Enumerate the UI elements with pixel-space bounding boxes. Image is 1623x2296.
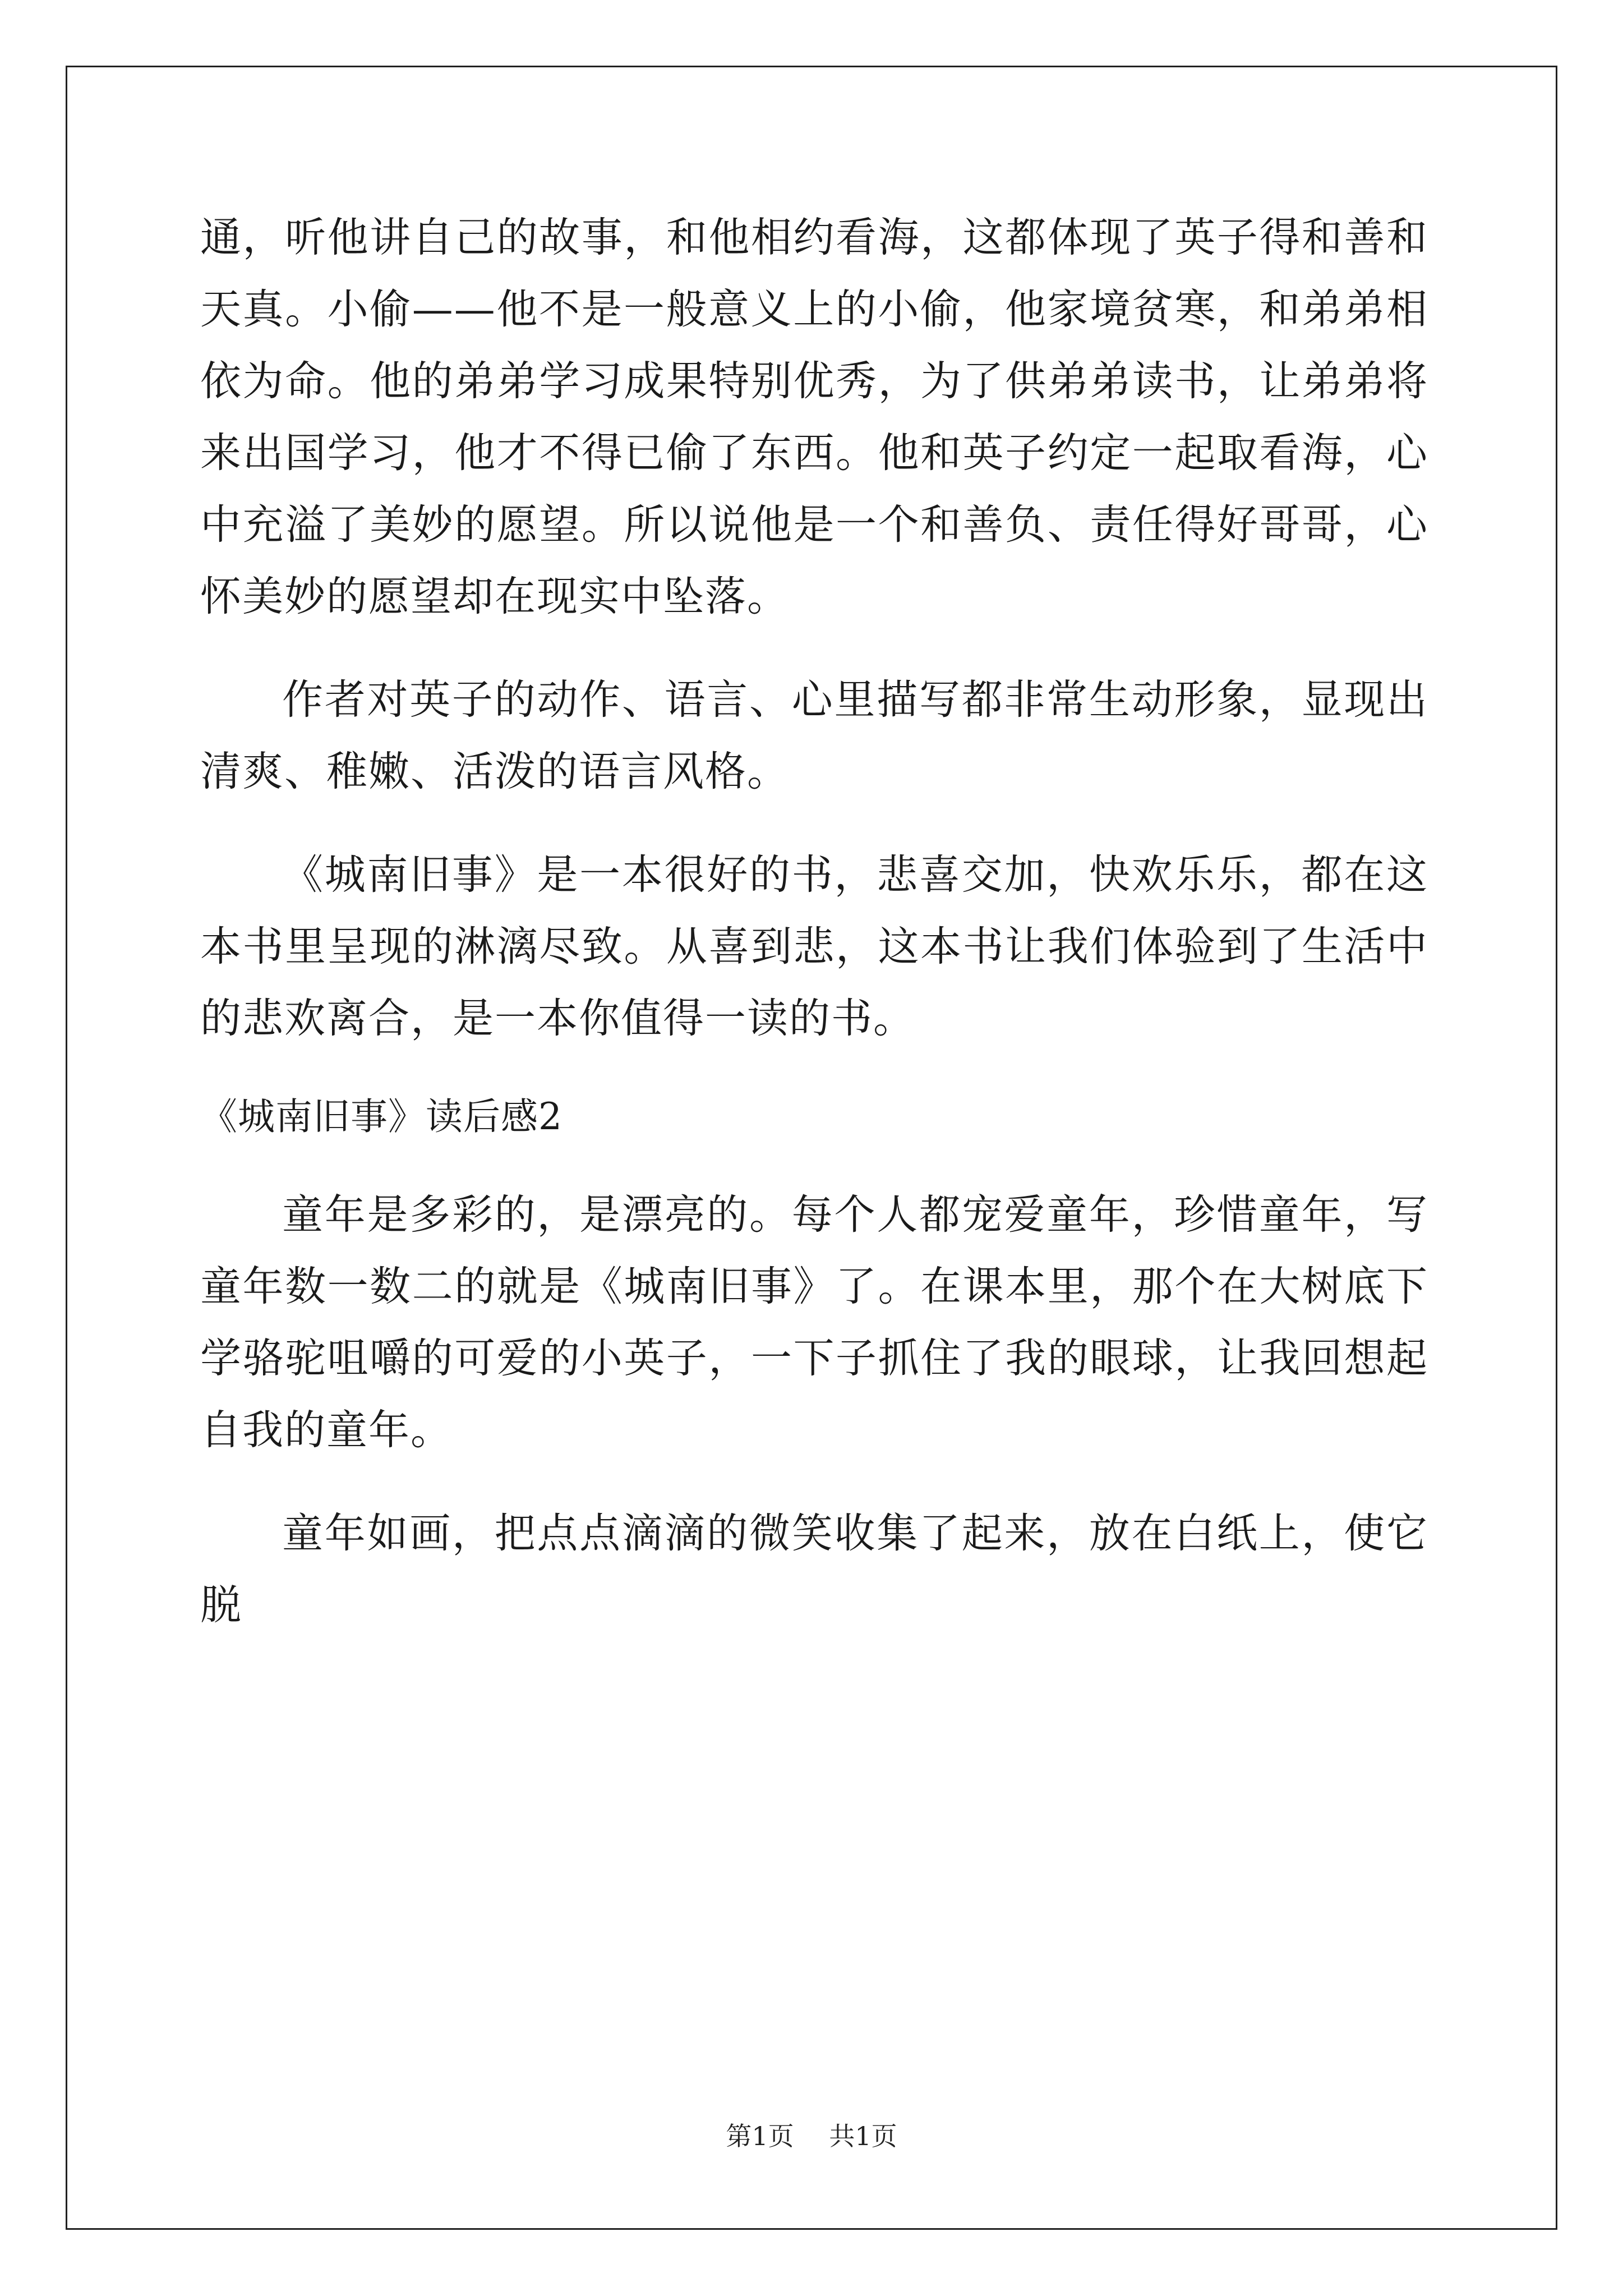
section-heading: 《城南旧事》读后感2 [200, 1095, 562, 1138]
paragraph-book-summary: 《城南旧事》是一本很好的书，悲喜交加，快欢乐乐，都在这本书里呈现的淋漓尽致。从喜到悲，这本书让我们体验到了生活中的悲欢离合，是一本你值得一读的书。 [200, 851, 1428, 1042]
paragraph-writing-style: 作者对英子的动作、语言、心里描写都非常生动形象，显现出清爽、稚嫩、活泼的语言风格。 [200, 676, 1428, 795]
page-total: 共1页 [829, 2121, 897, 2151]
paragraph-childhood-painting: 童年如画，把点点滴滴的微笑收集了起来，放在白纸上，使它脱 [200, 1510, 1428, 1629]
page-footer [0, 2116, 1623, 2153]
document-body [200, 202, 1428, 1641]
paragraph-childhood: 童年是多彩的，是漂亮的。每个人都宠爱童年，珍惜童年，写童年数一数二的就是《城南旧事》了。在课本里，那个在大树底下学骆驼咀嚼的可爱的小英子，一下子抓住了我的眼球，让我回想起自我的童年。 [200, 1191, 1428, 1454]
page-number: 第1页 [726, 2121, 794, 2151]
paragraph-continuation: 通，听他讲自己的故事，和他相约看海，这都体现了英子得和善和天真。小偷——他不是一般意义上的小偷，他家境贫寒，和弟弟相依为命。他的弟弟学习成果特别优秀，为了供弟弟读书，让弟弟将来出国学习，他才不得已偷了东西。他和英子约定一起取看海，心中充溢了美妙的愿望。所以说他是一个和善负、责任得好哥哥，心怀美妙的愿望却在现实中坠落。 [200, 214, 1428, 620]
